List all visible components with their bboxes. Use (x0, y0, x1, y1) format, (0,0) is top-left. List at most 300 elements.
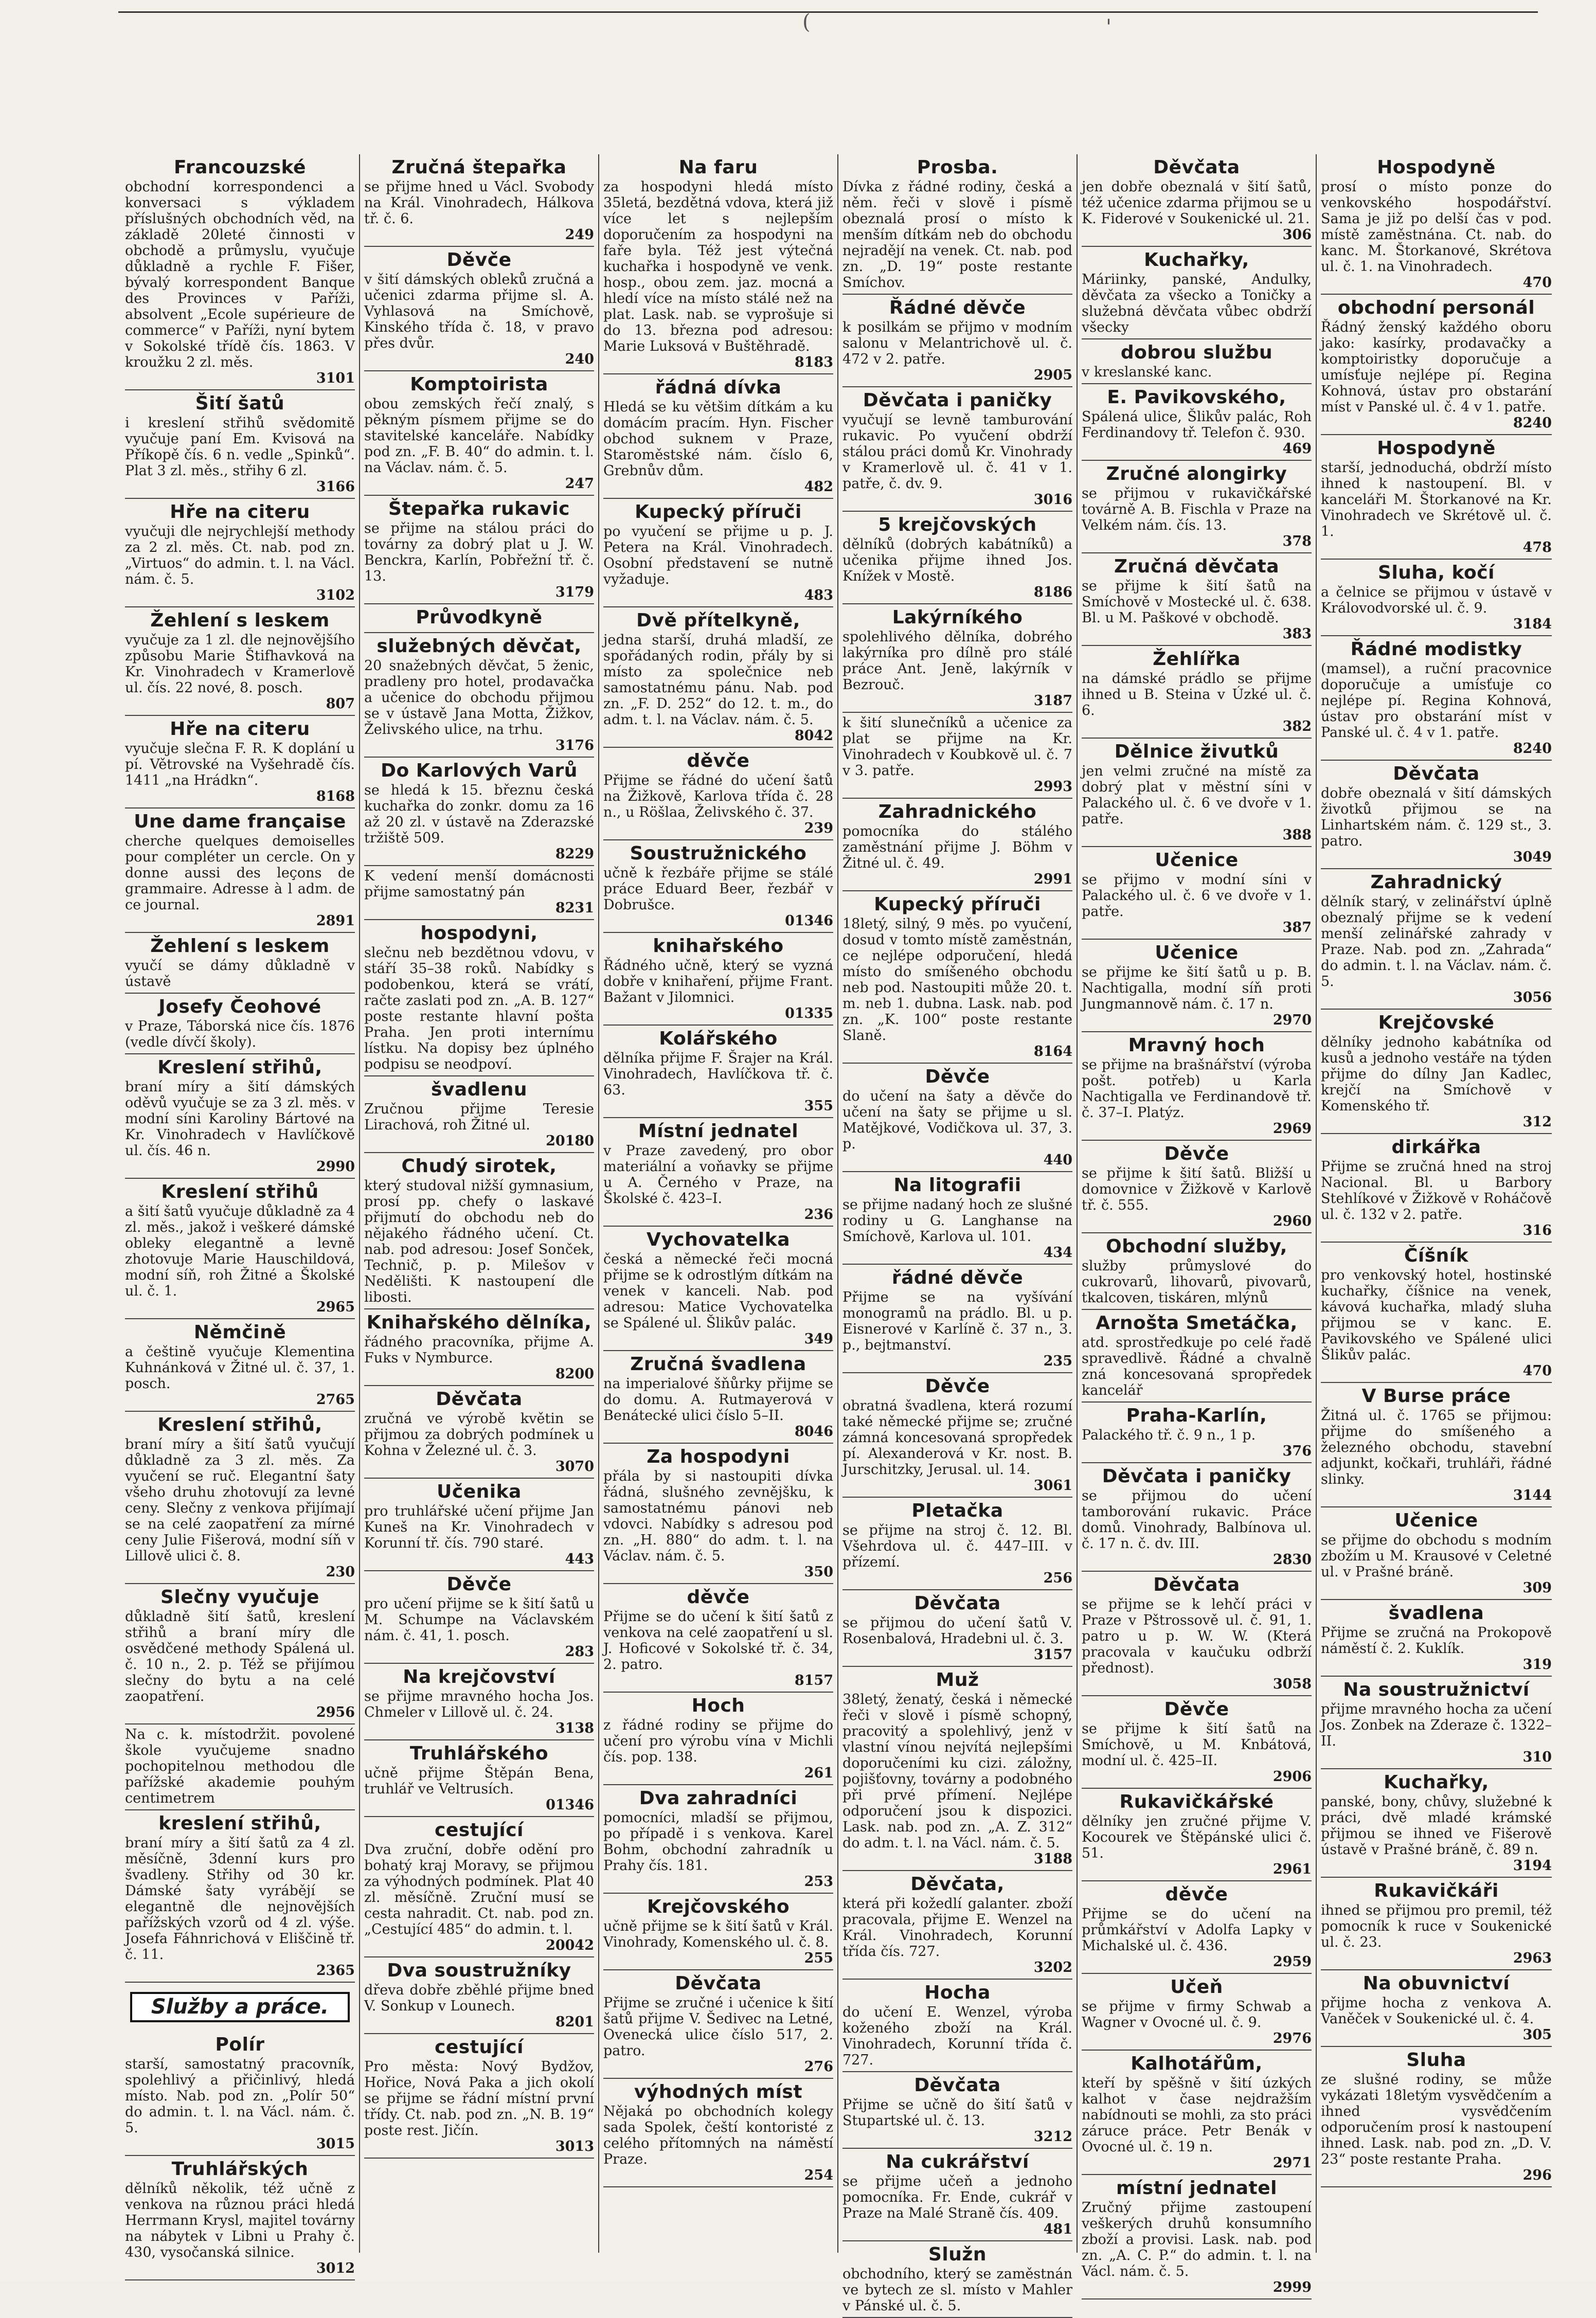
ad-text: a čelnice se přijmou v ústavě v Královodvorské ul. č. 9. (1321, 584, 1552, 616)
ad-title: Děvčata (914, 2075, 1001, 2096)
ad-title: Slečny vyučuje (160, 1587, 319, 1608)
ad-title: Praha-Karlín, (1126, 1405, 1267, 1426)
ad-text: učně k řezbáře přijme se stálé práce Eduard Beer, řezbář v Dobrušce. (603, 865, 833, 913)
ad-code: 3166 (316, 479, 355, 495)
ad-title: Dva zahradníci (639, 1788, 798, 1809)
ad-text: vyučuje slečna F. R. K doplání u pí. Větrovské na Vyšehradě čís. 1411 „na Hrádkn“. (125, 741, 355, 788)
classified-ad (1082, 339, 1312, 384)
classified-ad (364, 1076, 594, 1153)
ad-text: v kreslanské kanc. (1082, 364, 1212, 380)
ad-code: 8200 (555, 1366, 594, 1382)
classified-ad (1321, 1383, 1552, 1507)
classified-ad (603, 1584, 833, 1693)
ad-text: důkladně šití šatů, kreslení střihů a braní míry dle osvědčené methody Spálená ul. č. 10 n., 2. p. Též se přijímou slečny do bytu a na celé zaopatření. (125, 1609, 355, 1704)
ad-text: Přijme se do učení k šití šatů z venkova na celé zaopatření u sl. J. Hoficové v Sokolské tř. č. 34, 2. patro. (603, 1609, 833, 1673)
ad-code: 3049 (1513, 849, 1552, 865)
ad-text: Pro města: Nový Bydžov, Hořice, Nová Paka a jich okolí se přijme se řádní místní první třídy. Ct. nab. pod zn. „N. B. 19“ poste rest. Jičín. (364, 2059, 594, 2139)
ad-title: Muž (936, 1669, 979, 1691)
classified-ad (1082, 1572, 1312, 1696)
ad-title: Učeň (1170, 1976, 1223, 1998)
ad-title: Učenika (437, 1481, 522, 1502)
column-5 (1078, 154, 1317, 2295)
classified-ad (603, 607, 833, 748)
classified-ad (125, 1412, 355, 1584)
ad-code: 8046 (794, 1424, 833, 1440)
ad-text: Žitná ul. č. 1765 se přijmou: přijme do smíšeného a železného obchodu, stavební adjunkt, kočkaři, truhláři, řádné slinky. (1321, 1408, 1552, 1487)
ad-title: Kolářského (659, 1028, 778, 1049)
classified-ad (842, 1172, 1072, 1265)
ad-text: panské, bony, chůvy, služebné k práci, dvě mladé krámské přijmou se ihned ve Fišerově ústavě v Prašné bráně, č. 89 n. (1321, 1794, 1552, 1858)
ad-title: Za hospodyni (647, 1446, 790, 1467)
classified-ad (364, 920, 594, 1076)
classified-ad (1321, 1010, 1552, 1134)
ad-code: 388 (1282, 827, 1312, 843)
classified-ad (125, 499, 355, 607)
classified-ad (1321, 2047, 1552, 2187)
ad-code: 3102 (316, 587, 355, 603)
ad-text: 38letý, ženatý, česká i německé řeči v slově i písmě schopný, pracovitý a spolehlivý, jenž v vlastní vínou nejvítá nejlepšími doporučeními ku cizi. záložny, pojišťovny, továrny a podobného při prvé přímení. Nejlépe odporučení jsou k dispozici. Lask. nab. pod zn. „A. Z. 312“ do adm. t. l. na Václ. nám. č. 5. (842, 1692, 1072, 1851)
ad-title: Kuchařky, (1144, 249, 1249, 271)
classified-ad (1082, 2175, 1312, 2299)
ad-text: se přijmou v rukavičkářské továrně A. B. Fischla v Praze na Velkém nám. čís. 13. (1082, 486, 1312, 533)
classified-ad (364, 247, 594, 371)
classified-ad (1082, 646, 1312, 739)
ad-text: dělníky jednoho kabátníka od kusů a jednoho vestáře na týden přijme do dílny Jan Kadlec, krejčí na Smíchově v Komenského tř. (1321, 1034, 1552, 1114)
ad-title: Zahradnický (1370, 872, 1502, 893)
ad-title: Sluha (1406, 2050, 1466, 2071)
ad-code: 2906 (1272, 1769, 1312, 1785)
ad-title: Děvčata (675, 1973, 762, 1994)
ad-code: 2961 (1272, 1861, 1312, 1877)
ad-title: Průvodkyně (416, 607, 543, 628)
classified-ad (1082, 739, 1312, 847)
ad-title: Francouzské (174, 157, 306, 178)
classified-ad (603, 1970, 833, 2079)
classified-ad (364, 1479, 594, 1571)
ad-text: který studoval nižší gymnasium, prosí pp. chefy o laskavé přijmutí do obchodu neb do nějakého řádného učení. Ct. nab. pod adresou: Josef Sonček, Technič, p. p. Milešov v Nedělišti. K nastoupení dle libosti. (364, 1178, 594, 1305)
ad-code: 387 (1282, 920, 1312, 936)
classified-ad (364, 604, 594, 633)
classified-ad (364, 1571, 594, 1664)
ad-title: 5 krejčovských (878, 514, 1037, 535)
classified-ad (364, 1153, 594, 1309)
ad-title: Truhlářského (409, 1743, 549, 1764)
ad-code: 20042 (546, 1937, 594, 1953)
classified-columns (121, 154, 1556, 2314)
ad-text: pro truhlářské učení přijme Jan Kuneš na Kr. Vinohradech v Korunní tř. čís. 790 staré. (364, 1503, 594, 1551)
classified-ad (364, 633, 594, 758)
ad-title: služebných děvčat, (376, 636, 582, 657)
ad-title: Děvčata (1153, 1574, 1240, 1595)
ad-title: Komptoirista (410, 374, 548, 395)
ad-title: Děvčata i paničky (863, 390, 1052, 411)
ad-title: Dělnice živutků (1114, 741, 1279, 762)
ad-title: Vychovatelka (647, 1229, 790, 1250)
ad-title: Zručná štepařka (391, 157, 567, 178)
column-3 (599, 154, 838, 2253)
classified-ad (603, 1351, 833, 1444)
ad-title: Řádné děvče (889, 297, 1026, 318)
classified-ad (603, 374, 833, 499)
classified-ad (125, 1584, 355, 1724)
classified-ad (1321, 636, 1552, 761)
classified-ad (1321, 1970, 1552, 2047)
classified-ad (364, 1664, 594, 1740)
ad-title: Děvče (446, 249, 512, 271)
classified-ad (603, 840, 833, 933)
ad-code: 2765 (316, 1392, 355, 1408)
ad-title: Děvče (1164, 1699, 1229, 1720)
classified-ad (1321, 1507, 1552, 1600)
ad-text: Řádný ženský každého oboru jako: kasírky, prodavačky a komptoiristky doporučuje a umísťuje nejlépe pí. Regina Kohnová, ústav pro obstarání míst v Panské ul. č. 4 v 1. patře. (1321, 319, 1552, 415)
ad-title: Děvčata, (910, 1874, 1005, 1895)
ad-title: Děvče (1164, 1143, 1229, 1164)
ad-text: se přijme nadaný hoch ze slušné rodiny u G. Langhanse na Smíchově, Karlova ul. 101. (842, 1197, 1072, 1245)
ad-title: Učenice (1155, 942, 1239, 963)
ad-code: 2969 (1272, 1121, 1312, 1137)
classified-ad (1082, 1463, 1312, 1572)
ad-title: Šití šatů (195, 393, 285, 414)
ad-title: Do Karlových Varů (381, 760, 578, 781)
ad-text: jen velmi zručné na místě za dobrý plat v městní síni v Palackého ul. č. 6 ve dvoře v 1. patře. (1082, 763, 1312, 827)
ad-code: 376 (1282, 1443, 1312, 1459)
ad-text: (mamsel), a ruční pracovnice doporučuje a umísťuje co nejlépe pí. Regina Kohnová, ústav pro obstarání míst v Panské ul. č. 4 v 1. patře. (1321, 661, 1552, 741)
ad-code: 355 (804, 1098, 833, 1114)
classified-ad (842, 295, 1072, 387)
ad-title: Pletačka (911, 1500, 1003, 1521)
ad-code: 478 (1522, 540, 1552, 555)
ad-code: 8240 (1513, 415, 1552, 431)
ad-text: braní míry a šití dámských oděvů vyučuje se za 3 zl. měs. v modní síni Karoliny Bártové na Kr. Vinohradech v Havlíčkově ul. čís. 46 n. (125, 1079, 355, 1159)
ad-text: se přijme na stroj č. 12. Bl. Všehrdova ul. č. 447–III. v přízemí. (842, 1522, 1072, 1570)
classified-ad (125, 1179, 355, 1319)
ad-code: 2830 (1272, 1552, 1312, 1568)
ad-title: děvče (1165, 1884, 1228, 1905)
ad-code: 255 (804, 1950, 833, 1966)
column-2 (360, 154, 599, 2253)
ad-text: braní míry a šití šatů vyučují důkladně za 3 zl. měs. Za vyučení se ruč. Elegantní šaty všeho druhu zhotovují za levné ceny. Slečny z venkova přijímají se na celé zaopatření za mírné ceny Julie Fišerová, modní síň v Lillově ulici č. 8. (125, 1436, 355, 1564)
classified-ad (842, 1590, 1072, 1667)
classified-ad (1082, 247, 1312, 339)
ad-text: se hledá k 15. březnu česká kuchařka do zonkr. domu za 16 až 20 zl. v ústavě na Zderazské tržiště 509. (364, 782, 594, 846)
ad-text: učně přijme se k šití šatů v Král. Vinohrady, Komenského ul. č. 8. (603, 1918, 833, 1950)
ad-code: 256 (1043, 1570, 1072, 1586)
classified-ad (125, 2156, 355, 2280)
ad-title: Zahradnického (878, 801, 1037, 822)
ad-code: 3187 (1033, 693, 1072, 709)
ad-title: cestující (435, 1820, 524, 1841)
ad-code: 3016 (1033, 492, 1072, 508)
ad-text: se přijmou do učení tamborování rukavic. Práce domů. Vinohrady, Balbínova ul. č. 17 n. č. dv. III. (1082, 1488, 1312, 1552)
ad-code: 3212 (1033, 2129, 1072, 2145)
ad-title: Chudý sirotek, (401, 1156, 557, 1177)
ad-text: Přijme se do učení na průmkářství v Adolfa Lapky v Michalské ul. č. 436. (1082, 1906, 1312, 1954)
classified-ad (125, 994, 355, 1054)
ad-title: Josefy Čeohové (158, 996, 321, 1017)
ad-text: ihned se přijmou pro premil, též pomocník k ruce v Soukenické ul. č. 23. (1321, 1902, 1552, 1950)
ad-text: k šití slunečníků a učenice za plat se přijme na Kr. Vinohradech v Koubkově ul. č. 7 v 3. patře. (842, 715, 1072, 779)
ad-title: Prosba. (917, 157, 998, 178)
classified-ad (1082, 1233, 1312, 1310)
ad-text: spolehlivého dělníka, dobrého lakýrníka pro dílně pro stálé práce Ant. Jeně, lakýrník v Bezrouč. (842, 629, 1072, 693)
classified-ad (364, 1740, 594, 1817)
ad-title: knihařského (653, 936, 784, 957)
ad-code: 235 (1043, 1353, 1072, 1369)
classified-ad (842, 1265, 1072, 1373)
ad-title: hospodyni, (420, 923, 538, 944)
ad-text: k posilkám se přijmo v modním salonu v Melantrichově ul. č. 472 v 2. patře. (842, 319, 1072, 367)
ad-text: pro učení přijme se k šití šatů u M. Schumpe na Václavském nám. č. 41, 1. posch. (364, 1596, 594, 1644)
ad-code: 2960 (1272, 1213, 1312, 1229)
ad-code: 3058 (1272, 1676, 1312, 1692)
classified-ad (603, 499, 833, 607)
ad-title: Kuchařky, (1384, 1772, 1489, 1793)
classified-ad (842, 1980, 1072, 2072)
ad-text: dělníků několik, též učně z venkova na různou práci hledá Herrmann Krysl, majitel továrny na nábytek v Libni u Prahy č. 430, vysočanská silnice. (125, 2181, 355, 2260)
ad-text: a češtině vyučuje Klementina Kuhnánková v Žitné ul. č. 37, 1. posch. (125, 1344, 355, 1392)
ad-code: 2993 (1033, 779, 1072, 795)
classified-ad (364, 866, 594, 920)
ad-title: Žehlení s leskem (150, 610, 330, 631)
classified-ad (842, 512, 1072, 604)
ad-text: obchodní korrespondenci a konversaci s výkladem příslušných obchodních věd, na základě 20leté činnosti v obchodě a průmyslu, vyučuje důkladně a rychle F. Fišer, bývalý korrespondent Banque des Provinces v Paříži, absolvent „Ecole supérieure de commerce“ v Paříži, nyní bytem v Sokolské třídě čís. 1863. V kroužku 2 zl. měs. (125, 179, 355, 370)
classified-ad (1082, 1974, 1312, 2051)
ad-code: 312 (1522, 1114, 1552, 1130)
classified-ad (603, 2079, 833, 2187)
ad-title: dirkářka (1391, 1137, 1481, 1158)
ad-title: Děvčata (1393, 763, 1480, 784)
ad-title: Na krejčovství (403, 1666, 555, 1687)
ad-title: Děvče (925, 1376, 990, 1397)
classified-ad (842, 1498, 1072, 1590)
ad-title: Němčině (193, 1322, 286, 1343)
classified-ad (125, 933, 355, 994)
ad-code: 3184 (1513, 616, 1552, 632)
ad-code: 20180 (546, 1133, 594, 1149)
classified-ad (1321, 154, 1552, 295)
ad-code: 283 (565, 1644, 594, 1660)
ad-text: 18letý, silný, 9 měs. po vyučení, dosud v tomto místě zaměstnán, ce nejlépe odporučení, hledá místo do smíšeného obchodu neb pod. Nastoupiti může 20. t. m. neb 1. dubna. Lask. nab. pod zn. „K. 100“ poste restante Slaně. (842, 916, 1072, 1044)
classified-ad (1082, 154, 1312, 247)
ad-text: Dívka z řádné rodiny, česká a něm. řeči v slově i písmě obeznalá prosí o místo k menším dítkám neb do obchodu nejradějí na venek. Ct. nab. pod zn. „D. 19“ poste restante Smíchov. (842, 179, 1072, 291)
classified-ad (842, 604, 1072, 713)
classified-ad (125, 1810, 355, 1983)
ad-text: slečnu neb bezdětnou vdovu, v stáří 35–38 roků. Nabídky s podobenkou, která se vrátí, račte zaslati pod zn. „A. B. 127“ poste restante hlavní pošta Praha. Jen proti internímu lístku. Na dopisy bez úplného podpisu se neodpoví. (364, 945, 594, 1072)
classified-ad (125, 2032, 355, 2156)
classified-ad (1082, 847, 1312, 940)
classified-ad (364, 371, 594, 496)
classified-ad (842, 1667, 1072, 1871)
ad-title: Děvče (925, 1066, 990, 1087)
column-4 (838, 154, 1078, 2314)
section-heading: Služby a práce. (130, 1992, 350, 2022)
classified-ad (125, 390, 355, 499)
ad-code: 305 (1522, 2027, 1552, 2043)
ad-text: a šití šatů vyučuje důkladně za 4 zl. měs., jakož i veškeré dámské obleky elegantně a levně zhotovuje Marie Hauschildová, modní síň, roh Žitné a Školské ul. č. 1. (125, 1203, 355, 1299)
classified-ad (603, 1894, 833, 1970)
ad-code: 236 (804, 1207, 833, 1223)
ad-code: 3070 (555, 1459, 594, 1475)
ad-title: Kupecký příruči (874, 894, 1041, 915)
ad-text: vyučuje za 1 zl. dle nejnovějšího způsobu Marie Štifhavková na Kr. Vinohradech v Kramerlově ul. čís. 22 nové, 8. posch. (125, 632, 355, 696)
header-mark: ' (1106, 15, 1111, 39)
ad-text: jen dobře obeznalá v šití šatů, též učenice zdarma přijmou se u K. Fiderové v Soukenické ul. 21. (1082, 179, 1312, 227)
ad-code: 2956 (316, 1704, 355, 1720)
ad-title: Na soustružnictví (1343, 1679, 1530, 1700)
ad-text: z řádné rodiny se přijme do učení pro výrobu vína v Michli čís. pop. 138. (603, 1717, 833, 1765)
classified-ad (842, 1373, 1072, 1498)
ad-title: Děvče (446, 1574, 512, 1595)
ad-text: zručná ve výrobě květin se přijmou za dobrých podmínek u Kohna v Železné ul. č. 3. (364, 1411, 594, 1459)
ad-code: 3015 (316, 2136, 355, 2152)
ad-text: Přijme se učně do šití šatů v Stupartské ul. č. 13. (842, 2097, 1072, 2129)
ad-code: 309 (1522, 1580, 1552, 1596)
ad-title: Děvčata (436, 1389, 523, 1410)
ad-text: pomocníka do stálého zaměstnání přijme J. Böhm v Žitné ul. č. 49. (842, 823, 1072, 871)
classified-ad (364, 1309, 594, 1386)
ad-text: vyučují se levně tamburování rukavic. Po vyučení obdrží stálou práci domů Kr. Vinohrady v Kramerlově ul. č. 41 v 1. patře, č. dv. 9. (842, 412, 1072, 492)
classified-ad (125, 154, 355, 390)
ad-code: 2970 (1272, 1012, 1312, 1028)
ad-code: 3188 (1033, 1851, 1072, 1867)
classified-ad (603, 1227, 833, 1351)
ad-title: Číšník (1404, 1245, 1469, 1266)
ad-code: 469 (1282, 441, 1312, 457)
classified-ad (842, 154, 1072, 295)
ad-text: v Praze zavedený, pro obor materiální a voňavky se přijme u A. Černého v Praze, na Školské č. 423–I. (603, 1143, 833, 1207)
classified-ad (603, 1785, 833, 1894)
ad-text: prosí o místo ponze do venkovského hospodářství. Sama je již po delší čas v pod. místě zaměstnána. Ct. nab. do kanc. M. Štorkanové, Skrétova ul. č. 1. na Vinohradech. (1321, 179, 1552, 275)
classified-ad (1082, 1881, 1312, 1974)
ad-code: 276 (804, 2059, 833, 2075)
ad-code: 319 (1522, 1657, 1552, 1673)
ad-text: která při kožedlí galanter. zboží pracovala, přijme E. Wenzel na Král. Vinohradech, Korunní třída čís. 727. (842, 1896, 1072, 1960)
classified-ad (1321, 560, 1552, 636)
ad-code: 2990 (316, 1159, 355, 1175)
ad-text: dobře obeznalá v šití dámských životků přijmou se na Linhartském nám. č. 129 st., 3. patro. (1321, 785, 1552, 849)
ad-title: Místní jednatel (638, 1121, 799, 1142)
classified-ad (603, 1026, 833, 1118)
ad-code: 254 (804, 2167, 833, 2183)
ad-text: na imperialové šňůrky přijme se do domu. A. Rutmayerová v Benátecké ulici číslo 5–II. (603, 1376, 833, 1424)
ad-text: za hospodyni hledá místo 35letá, bezdětná vdova, která již více let s nejlepším doporučením za hospodyni na faře byla. Též jest výtečná kuchařka i hospodyně ve venk. hosp., obou zem. jaz. mocná a hledí více na místo stálé než na plat. Lask. nab. se vyprošuje si do 13. března pod adresou: Marie Luksová v Buštěhradě. (603, 179, 833, 354)
ad-text: jedna starší, druhá mladší, ze spořádaných rodin, přály by si místo za společnice neb samostatnému pánu. Nab. pod zn. „F. D. 252“ do 12. t. m., do adm. t. l. na Václav. nám. č. 5. (603, 632, 833, 728)
ad-title: Polír (215, 2034, 265, 2055)
top-rule (118, 11, 1538, 13)
ad-text: po vyučení se přijme u p. J. Petera na Král. Vinohradech. Osobní představení se nutně vyžaduje. (603, 524, 833, 587)
ad-title: Děvčata (1153, 157, 1240, 178)
classified-ad (842, 2241, 1072, 2318)
ad-title: V Burse práce (1361, 1386, 1511, 1407)
ad-code: 249 (565, 227, 594, 243)
ad-code: 8201 (555, 2014, 594, 2030)
ad-code: 443 (565, 1551, 594, 1567)
ad-code: 2891 (316, 913, 355, 929)
ad-text: pro venkovský hotel, hostinské kuchařky, číšnice na venek, kávová kuchařka, mladý sluha přijmou se v kanc. E. Pavikovského ve Spálené ulici Šlikův palác. (1321, 1267, 1552, 1363)
ad-title: Soustružnického (630, 843, 807, 864)
ad-title: švadlenu (431, 1079, 527, 1100)
ad-code: 8042 (794, 728, 833, 744)
ad-title: Krejčovského (647, 1896, 790, 1917)
ad-title: Děvčata i paničky (1102, 1466, 1292, 1487)
ad-title: Na faru (678, 157, 758, 178)
ad-code: 470 (1522, 1363, 1552, 1379)
ad-code: 2965 (316, 1299, 355, 1315)
classified-ad (603, 1118, 833, 1227)
ad-code: 2971 (1272, 2155, 1312, 2171)
ad-code: 01346 (785, 913, 833, 929)
ad-code: 2999 (1272, 2279, 1312, 2295)
ad-text: Dva zruční, dobře odění pro bohatý kraj Moravy, se přijmou za výhodných podmínek. Plat 40 zl. měsíčně. Zruční musí se cesta nahradit. Ct. nab. pod zn. „Cestující 485“ do admin. t. l. (364, 1842, 594, 1937)
ad-text: přála by si nastoupiti dívka řádná, slušného zevnějšku, k samostatnému pánovi neb vdovci. Nabídky s adresou pod zn. „H. 880“ do adm. t. l. na Václav. nám. č. 5. (603, 1468, 833, 1564)
ad-code: 2905 (1033, 367, 1072, 383)
ad-title: Arnošta Smetáčka, (1096, 1313, 1298, 1334)
ad-text: obratná švadlena, která rozumí také německé přijme se; zručné zámná koncesovaná spropředek pí. Alexanderová v Kr. nost. B. Jurschitzky, Jerusal. ul. 14. (842, 1398, 1072, 1478)
ad-code: 2365 (316, 1963, 355, 1979)
classified-ad (842, 713, 1072, 799)
classified-ad (1321, 1134, 1552, 1243)
ad-code: 239 (804, 820, 833, 836)
classified-ad (1321, 761, 1552, 869)
ad-code: 8229 (555, 846, 594, 862)
ad-code: 440 (1043, 1152, 1072, 1168)
ad-title: Hocha (924, 1982, 991, 2003)
ad-text: se přijme se k lehčí práci v Praze v Pštrossově ul. č. 91, 1. patro u p. W. W. (Která pracovala v kaučuku odbrží přednost). (1082, 1596, 1312, 1676)
ad-code: 261 (804, 1765, 833, 1781)
ad-title: dobrou službu (1120, 342, 1273, 363)
ad-code: 434 (1043, 1245, 1072, 1261)
ad-text: dělníky jen zručné přijme V. Kocourek ve Štěpánské ulici č. 51. (1082, 1813, 1312, 1861)
ad-code: 807 (326, 696, 355, 712)
ad-code: 349 (804, 1331, 833, 1347)
ad-title: Služn (928, 2244, 987, 2265)
ad-code: 3144 (1513, 1487, 1552, 1503)
classified-ad (1082, 1403, 1312, 1463)
classified-ad (603, 1693, 833, 1785)
ad-code: 8183 (794, 354, 833, 370)
classified-ad (1321, 1769, 1552, 1878)
ad-text: v Praze, Táborská nice čís. 1876 (vedle dívčí školy). (125, 1018, 355, 1050)
ad-title: obchodní personál (1337, 297, 1535, 318)
header-mark: ( (802, 10, 811, 34)
classified-ad (125, 808, 355, 933)
ad-text: dělníka přijme F. Šrajer na Král. Vinohradech, Havlíčkova tř. č. 63. (603, 1050, 833, 1098)
ad-text: Přijme se řádné do učení šatů na Žižkově, Karlova třída č. 28 n., u Röšlaa, Želivského č. 37. (603, 772, 833, 820)
ad-text: na dámské prádlo se přijme ihned u B. Steina v Úzké ul. č. 6. (1082, 671, 1312, 718)
ad-code: 470 (1522, 275, 1552, 291)
ad-title: Hře na citeru (170, 501, 310, 523)
ad-code: 3138 (555, 1720, 594, 1736)
classified-ad (1082, 1310, 1312, 1403)
classified-ad (842, 891, 1072, 1064)
ad-title: Žehlířka (1153, 649, 1241, 670)
ad-text: K vedení menší domácnosti přijme samostatný pán (364, 868, 594, 900)
classified-ad (842, 1871, 1072, 1980)
classified-ad (1082, 461, 1312, 553)
ad-text: se přijme k šití šatů. Bližší u domovnice v Žižkově v Karlově tř. č. 555. (1082, 1165, 1312, 1213)
ad-text: Palackého tř. č. 9 n., 1 p. (1082, 1427, 1256, 1443)
classified-ad (842, 2072, 1072, 2149)
ad-code: 3176 (555, 738, 594, 753)
ad-title: cestující (435, 2037, 524, 2058)
ad-text: Zručný přijme zastoupení veškerých druhů konsumního zboží a provisi. Lask. nab. pod zn. „A. C. P.“ do admin. t. l. na Václ. nám. č. 5. (1082, 2200, 1312, 2279)
classified-ad (603, 933, 833, 1026)
ad-text: i kreslení střihů svědomitě vyučuje paní Em. Kvisová na Příkopě čís. 6 n. vedle „Spinků“. Plat 3 zl. měs., střihy 6 zl. (125, 415, 355, 479)
classified-ad (1321, 1677, 1552, 1769)
ad-code: 01346 (546, 1797, 594, 1813)
ad-code: 482 (804, 479, 833, 495)
ad-title: Truhlářských (171, 2159, 309, 2180)
